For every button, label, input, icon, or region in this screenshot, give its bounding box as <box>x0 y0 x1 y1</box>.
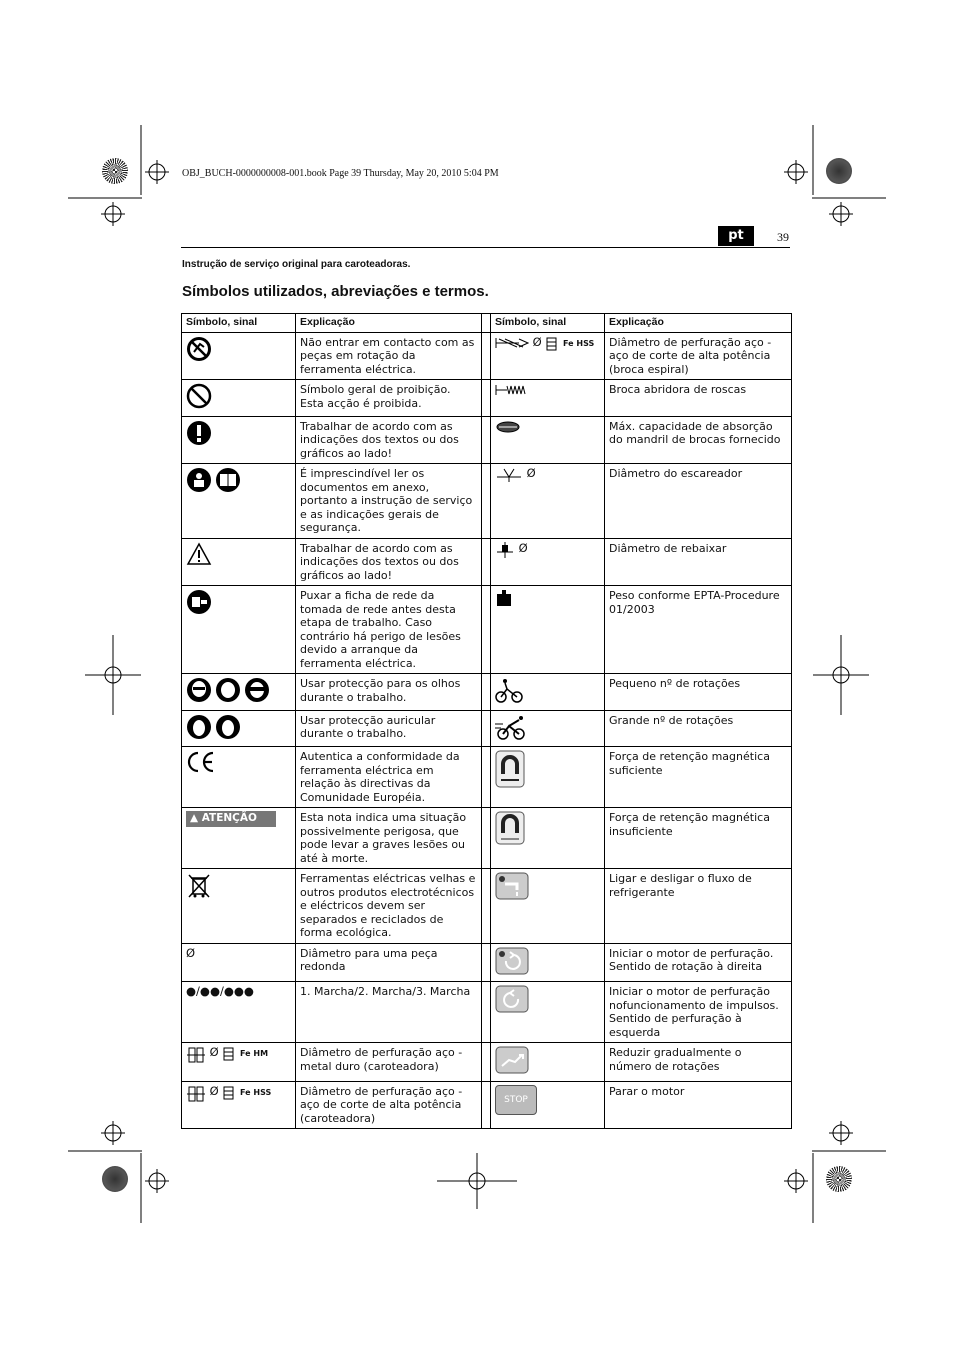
explanation-cell: É imprescindível ler os documentos em anexo, portanto a instrução de serviço e as indicações gerais de segurança. <box>296 464 482 539</box>
explanation-cell: Força de retenção magnética insuficiente <box>605 808 792 869</box>
explanation-cell: Diâmetro de perfuração aço - metal duro (caroteadora) <box>296 1043 482 1082</box>
diameter-sign: Ø <box>532 334 542 349</box>
symbol-cell <box>182 416 296 464</box>
unplug-icon <box>186 589 212 619</box>
table-row <box>182 1043 792 1082</box>
document-subtitle: Instrução de serviço original para caroteadoras. <box>182 259 411 270</box>
symbol-cell <box>182 943 296 982</box>
no-touch-rotating-icon <box>186 336 212 366</box>
table-row <box>182 982 792 1043</box>
low-speed-icon <box>495 677 523 707</box>
explanation-cell: Peso conforme EPTA-Procedure 01/2003 <box>605 586 792 674</box>
symbols-table <box>181 313 792 1129</box>
header-rule <box>181 247 790 248</box>
symbol-cell <box>491 808 605 869</box>
symbol-cell <box>182 674 296 711</box>
mandatory-icon <box>186 420 212 450</box>
weight-icon <box>495 589 513 611</box>
symbol-cell <box>182 808 296 869</box>
page-number: 39 <box>777 230 789 244</box>
column-header: Símbolo, sinal <box>182 314 296 333</box>
symbol-cell <box>491 1043 605 1082</box>
read-manual-icon <box>186 467 242 497</box>
explanation-cell: Broca abridora de roscas <box>605 380 792 417</box>
symbol-cell <box>491 982 605 1043</box>
explanation-cell: Usar protecção para os olhos durante o trabalho. <box>296 674 482 711</box>
diameter-sign: Ø <box>526 466 536 480</box>
table-row <box>182 747 792 808</box>
ce-mark-icon <box>186 750 216 778</box>
diameter-sign: Ø <box>209 1083 219 1098</box>
symbol-cell <box>491 464 605 539</box>
eye-protection-icon <box>186 677 270 707</box>
explanation-cell: Pequeno nº de rotações <box>605 674 792 711</box>
table-row <box>182 464 792 539</box>
gear-dots: ●/●●/●●● <box>186 984 254 998</box>
table-row <box>182 332 792 380</box>
symbol-cell <box>182 1081 296 1129</box>
explanation-cell: Diâmetro de rebaixar <box>605 538 792 586</box>
symbol-cell <box>491 332 605 380</box>
symbol-cell <box>182 464 296 539</box>
table-row <box>182 674 792 711</box>
symbol-cell <box>491 380 605 417</box>
coolant-button-icon <box>495 872 529 904</box>
explanation-cell: Diâmetro de perfuração aço - aço de corte de alta potência (broca espiral) <box>605 332 792 380</box>
table-row <box>182 710 792 747</box>
explanation-cell: Diâmetro para uma peça redonda <box>296 943 482 982</box>
symbol-cell <box>491 416 605 464</box>
explanation-cell: Ligar e desligar o fluxo de refrigerante <box>605 869 792 944</box>
counterbore-icon <box>495 542 515 562</box>
table-row <box>182 1081 792 1129</box>
material-label: Fe HSS <box>240 1087 272 1097</box>
table-row <box>182 380 792 417</box>
explanation-cell: Usar protecção auricular durante o trabalho. <box>296 710 482 747</box>
column-header: Explicação <box>605 314 792 333</box>
start-cw-button-icon <box>495 947 529 979</box>
material-fe-icon <box>222 1085 236 1105</box>
explanation-cell: Esta nota indica uma situação possivelmente perigosa, que pode levar a graves lesões ou até à morte. <box>296 808 482 869</box>
table-row <box>182 943 792 982</box>
diameter-sign: Ø <box>186 945 196 960</box>
symbol-cell <box>491 586 605 674</box>
material-label: Fe HSS <box>563 338 595 348</box>
symbol-cell <box>182 332 296 380</box>
explanation-cell: Força de retenção magnética suficiente <box>605 747 792 808</box>
explanation-cell: Puxar a ficha de rede da tomada de rede antes desta etapa de trabalho. Caso contrário há perigo de lesões devido a arranque da ferramenta eléctrica. <box>296 586 482 674</box>
symbol-cell <box>182 869 296 944</box>
explanation-cell: Ferramentas eléctricas velhas e outros produtos electrotécnicos e eléctricos devem ser separados e reciclados de forma ecológica. <box>296 869 482 944</box>
explanation-cell: Diâmetro do escareador <box>605 464 792 539</box>
symbol-cell <box>491 747 605 808</box>
explanation-cell: Trabalhar de acordo com as indicações dos textos ou dos gráficos ao lado! <box>296 416 482 464</box>
stop-button-icon: STOP <box>495 1085 537 1115</box>
symbol-cell <box>491 710 605 747</box>
twist-drill-icon <box>495 336 529 354</box>
diameter-sign: Ø <box>518 540 528 555</box>
ear-protection-icon <box>186 714 242 744</box>
explanation-cell: Iniciar o motor de perfuração. Sentido de rotação à direita <box>605 943 792 982</box>
weee-bin-icon <box>186 872 212 904</box>
warning-triangle-icon <box>186 542 212 570</box>
countersink-icon <box>495 467 523 487</box>
explanation-cell: Parar o motor <box>605 1081 792 1129</box>
speed-reduce-button-icon <box>495 1046 529 1078</box>
start-ccw-button-icon <box>495 985 529 1017</box>
material-fe-icon <box>222 1046 236 1066</box>
symbol-cell <box>491 1081 605 1129</box>
magnet-ok-icon <box>495 750 525 792</box>
diameter-sign: Ø <box>209 1045 219 1059</box>
symbol-cell <box>182 747 296 808</box>
explanation-cell: Trabalhar de acordo com as indicações dos textos ou dos gráficos ao lado! <box>296 538 482 586</box>
explanation-cell: Símbolo geral de proibição. Esta acção é proibida. <box>296 380 482 417</box>
column-header: Símbolo, sinal <box>491 314 605 333</box>
language-badge: pt <box>718 226 754 246</box>
symbol-cell <box>491 943 605 982</box>
file-info-line: OBJ_BUCH-0000000008-001.book Page 39 Thursday, May 20, 2010 5:04 PM <box>182 168 499 179</box>
table-row <box>182 416 792 464</box>
section-title: Símbolos utilizados, abreviações e termos. <box>182 283 489 300</box>
high-speed-icon <box>495 714 527 744</box>
table-row <box>182 869 792 944</box>
symbol-cell <box>182 586 296 674</box>
table-row <box>182 586 792 674</box>
symbol-cell <box>491 674 605 711</box>
symbol-cell <box>182 710 296 747</box>
chuck-icon <box>495 420 521 438</box>
symbol-cell <box>491 538 605 586</box>
explanation-cell: Máx. capacidade de absorção do mandril de brocas fornecido <box>605 416 792 464</box>
column-header: Explicação <box>296 314 482 333</box>
symbol-cell <box>182 538 296 586</box>
table-row <box>182 538 792 586</box>
table-header-row <box>182 314 792 333</box>
explanation-cell: Grande nº de rotações <box>605 710 792 747</box>
explanation-cell: Reduzir gradualmente o número de rotações <box>605 1043 792 1082</box>
table-row <box>182 808 792 869</box>
material-fe-icon <box>545 336 559 356</box>
explanation-cell: Diâmetro de perfuração aço - aço de corte de alta potência (caroteadora) <box>296 1081 482 1129</box>
prohibition-icon <box>186 383 212 413</box>
explanation-cell: 1. Marcha/2. Marcha/3. Marcha <box>296 982 482 1043</box>
material-label: Fe HM <box>240 1049 269 1058</box>
attention-badge: ▲ ATENÇÃO <box>186 811 276 827</box>
symbol-cell <box>182 982 296 1043</box>
explanation-cell: Iniciar o motor de perfuração nofuncionamento de impulsos. Sentido de perfuração à esquerda <box>605 982 792 1043</box>
magnet-weak-icon <box>495 811 525 849</box>
symbol-cell <box>491 869 605 944</box>
symbol-cell <box>182 380 296 417</box>
tap-drill-icon <box>495 383 529 401</box>
explanation-cell: Autentica a conformidade da ferramenta eléctrica em relação às directivas da Comunidade Européia. <box>296 747 482 808</box>
core-drill-hss-icon <box>186 1085 206 1107</box>
symbol-cell <box>182 1043 296 1082</box>
explanation-cell: Não entrar em contacto com as peças em rotação da ferramenta eléctrica. <box>296 332 482 380</box>
core-drill-hm-icon <box>186 1046 206 1068</box>
